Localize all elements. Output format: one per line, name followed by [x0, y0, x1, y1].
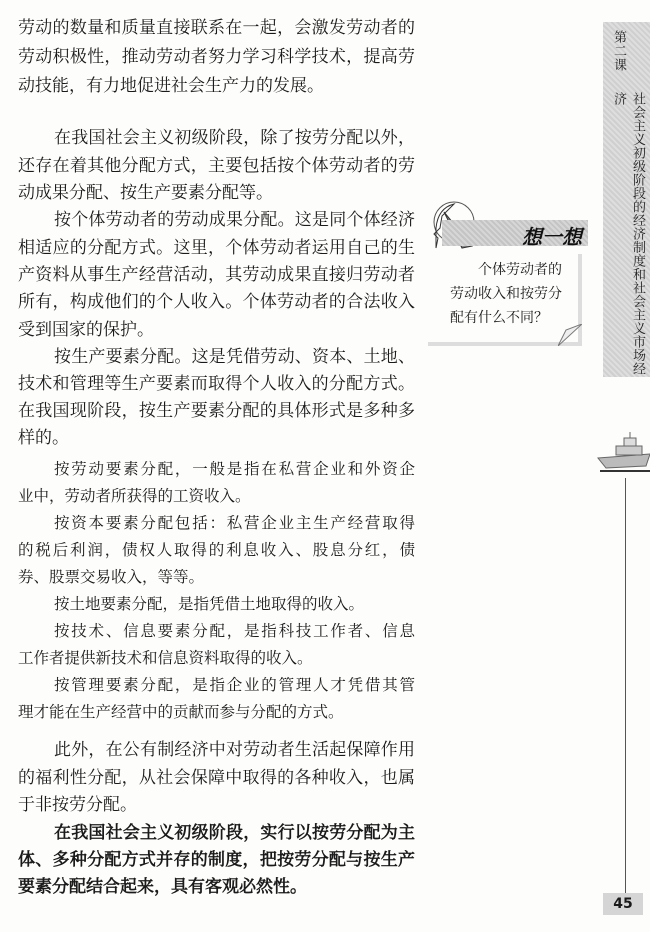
question-line: 劳动收入和按劳分: [450, 286, 562, 302]
margin-rule: [625, 478, 626, 894]
question-line: 配有什么不同？: [450, 310, 548, 326]
divider: [600, 470, 650, 472]
text-line: 按管理要素分配，是指企业的管理人才凭借其管: [54, 676, 415, 694]
think-box-title: 想一想: [522, 225, 582, 249]
text-line: 产资料从事生产经营活动，其劳动成果直接归劳动者: [18, 265, 415, 285]
text-line: 动成果分配、按生产要素分配等。: [18, 183, 273, 203]
text-line: 劳动的数量和质量直接联系在一起，会激发劳动者的: [18, 18, 415, 38]
chapter-title: 社会主义初级阶段的经济制度和社会主义市场经济: [611, 92, 645, 376]
text-line: 工作者提供新技术和信息资料取得的收入。: [18, 649, 313, 667]
text-line: 在我国社会主义初级阶段，实行以按劳分配为主: [54, 823, 415, 843]
question-line: 个体劳动者的: [478, 262, 562, 278]
page-number: 45: [603, 893, 643, 915]
text-line: 相适应的分配方式。这里，个体劳动者运用自己的生: [18, 238, 415, 258]
lesson-label: 第二课: [611, 30, 626, 72]
text-line: 按技术、信息要素分配，是指科技工作者、信息: [54, 622, 415, 640]
text-line: 还存在着其他分配方式，主要包括按个体劳动者的劳: [18, 156, 415, 176]
text-line: 受到国家的保护。: [18, 320, 154, 340]
text-line: 于非按劳分配。: [18, 795, 137, 815]
text-line: 技术和管理等生产要素而取得个人收入的分配方式。: [18, 374, 415, 394]
text-line: 的税后利润，债权人取得的利息收入、股息分红，债: [18, 541, 415, 559]
text-line: 按生产要素分配。这是凭借劳动、资本、土地、: [54, 347, 415, 367]
text-line: 动技能，有力地促进社会生产力的发展。: [18, 76, 324, 96]
text-line: 的福利性分配，从社会保障中取得的各种收入，也属: [18, 768, 415, 788]
text-line: 样的。: [18, 428, 69, 448]
text-line: 所有，构成他们的个人收入。个体劳动者的合法收入: [18, 292, 415, 312]
text-line: 劳动积极性，推动劳动者努力学习科学技术，提高劳: [18, 47, 415, 67]
text-line: 在我国社会主义初级阶段，除了按劳分配以外，: [54, 128, 415, 148]
text-line: 要素分配结合起来，具有客观必然性。: [18, 877, 307, 897]
text-line: 按资本要素分配包括：私营企业主生产经营取得: [54, 514, 415, 532]
text-line: 此外，在公有制经济中对劳动者生活起保障作用: [54, 740, 415, 760]
text-line: 按劳动要素分配，一般是指在私营企业和外资企: [54, 460, 415, 478]
think-box: [428, 198, 588, 350]
text-line: 按个体劳动者的劳动成果分配。这是同个体经济: [54, 210, 415, 230]
text-line: 业中，劳动者所获得的工资收入。: [18, 487, 251, 505]
think-box-header: [442, 220, 588, 249]
text-line: 体、多种分配方式并存的制度，把按劳分配与按生产: [18, 850, 415, 870]
ship-icon: [596, 432, 650, 470]
text-line: 在我国现阶段，按生产要素分配的具体形式是多种多: [18, 401, 415, 421]
text-line: 理才能在生产经营中的贡献而参与分配的方式。: [18, 703, 344, 721]
text-line: 券、股票交易收入，等等。: [18, 568, 205, 586]
page-curl-icon: [558, 324, 582, 346]
think-box-body: [428, 254, 582, 346]
text-line: 按土地要素分配，是指凭借土地取得的收入。: [54, 595, 365, 613]
chapter-sidebar: [603, 22, 650, 377]
